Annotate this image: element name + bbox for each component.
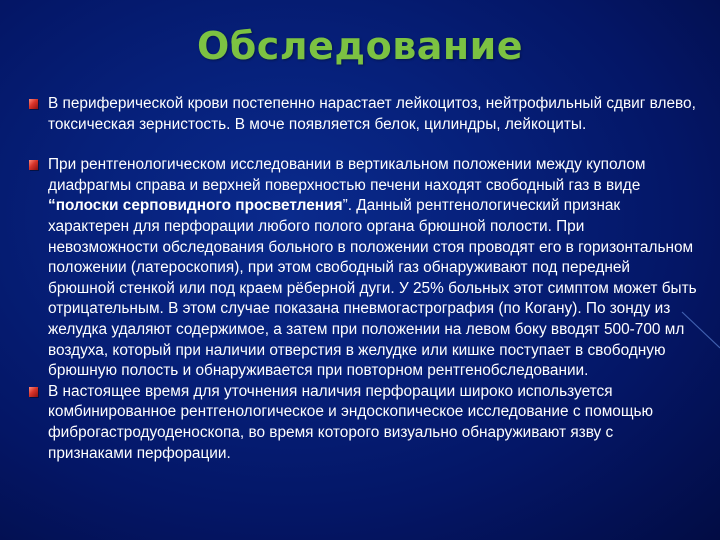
red-square-bullet-icon	[29, 387, 38, 397]
bullet-item-xray	[28, 155, 698, 382]
slide-content	[28, 94, 698, 464]
bullet-text: В периферической крови постепенно нарастает лейкоцитоз, нейтрофильный сдвиг влево, токсическая зернистость. В моче появляется белок, цилиндры, лейкоциты.	[48, 95, 696, 133]
bullet-text-part2: ”. Данный рентгенологический признак характерен для перфорации любого полого органа брюшной полости. При невозможности обследования больного в положении стоя проводят его в горизонтальном положении (латероскопия), при этом свободный газ обнаруживают под передней брюшной стенкой или под краем рёберной дуги. У 25% больных этот симптом может быть отрицательным. В этом случае показана пневмогастрография (по Когану). По зонду из желудка удаляют содержимое, а затем при положении на левом боку вводят 500-700 мл воздуха, который при наличии отверстия в желудке или кишке поступает в свободную брюшную полость и обнаруживается при повторном рентгенобследовании.	[48, 197, 697, 380]
bullet-item-endoscopy	[28, 382, 698, 464]
bullet-text-emphasis: “полоски серповидного просветления	[48, 197, 343, 215]
slide-title: Обследование	[196, 24, 524, 68]
bullet-item-blood-urine	[28, 94, 698, 135]
red-square-bullet-icon	[29, 99, 38, 109]
bullet-text-part1: При рентгенологическом исследовании в вертикальном положении между куполом диафрагмы справа и верхней поверхностью печени находят свободный газ в виде	[48, 156, 646, 194]
bullet-text: В настоящее время для уточнения наличия перфорации широко используется комбинированное рентгенологическое и эндоскопическое исследование с помощью фиброгастродуоденоскопа, во время которого визуально обнаруживают язву с признаками перфорации.	[48, 382, 654, 462]
red-square-bullet-icon	[29, 160, 38, 170]
decorative-line	[680, 300, 720, 360]
